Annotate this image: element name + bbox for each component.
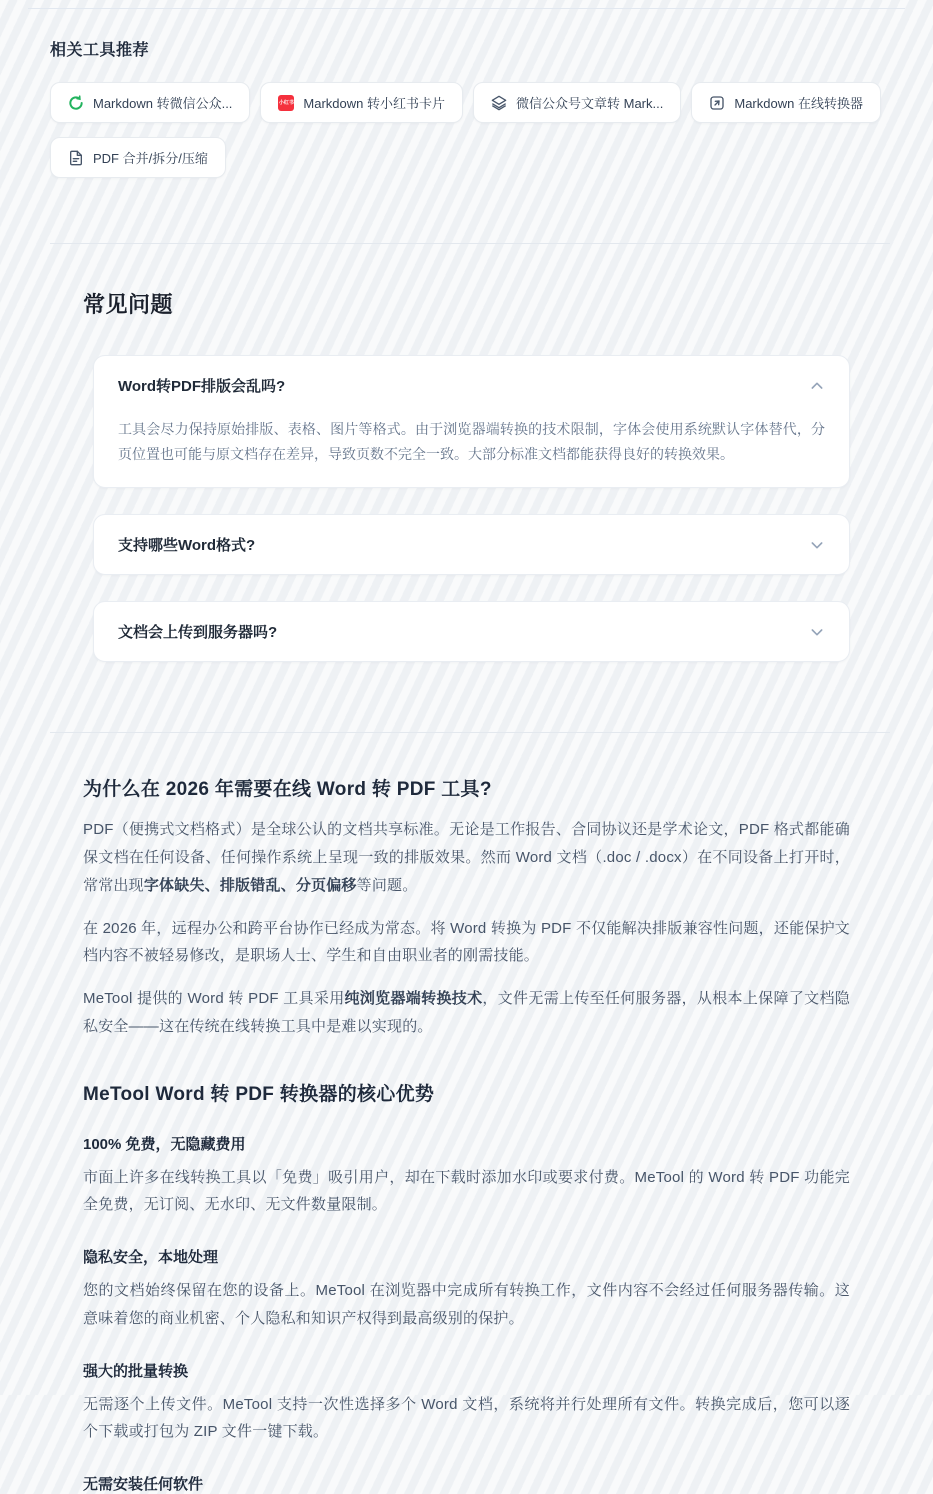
article-paragraph-1: PDF（便携式文档格式）是全球公认的文档共享标准。无论是工作报告、合同协议还是学术论文，PDF 格式都能确保文档在任何设备、任何操作系统上呈现一致的排版效果。然而 Word 文档（.doc / .docx）在不同设备上打开时，常常出现字体缺失、排版错乱、分页偏移等问题。 — [83, 821, 850, 894]
advantage-body-free: 市面上许多在线转换工具以「免费」吸引用户，却在下载时添加水印或要求付费。MeTool 的 Word 转 PDF 功能完全免费，无订阅、无水印、无文件数量限制。 — [83, 1168, 850, 1214]
faq-question-text: 支持哪些Word格式? — [118, 537, 256, 555]
faq-list — [93, 355, 850, 662]
related-tools-heading: 相关工具推荐 — [50, 42, 150, 59]
tool-chip-markdown-to-wechat[interactable] — [50, 82, 250, 123]
top-divider — [28, 8, 905, 9]
layers-icon — [491, 95, 507, 111]
tool-chip-label: 微信公众号文章转 Mark... — [516, 96, 664, 111]
faq-section — [0, 288, 933, 662]
faq-question-toggle[interactable] — [94, 515, 849, 574]
chevron-up-icon — [809, 378, 825, 394]
article-paragraph-3: MeTool 提供的 Word 转 PDF 工具采用纯浏览器端转换技术，文件无需上传至任何服务器，从根本上保障了文档隐私安全——这在传统在线转换工具中是难以实现的。 — [83, 990, 850, 1035]
tool-chip-label: Markdown 在线转换器 — [734, 96, 863, 111]
advantage-title-clipped: 无需安装任何软件 — [83, 1476, 204, 1494]
bold-problem-list: 字体缺失、排版错乱、分页偏移 — [143, 876, 357, 894]
tool-chip-wechat-article-to-markdown[interactable] — [473, 82, 681, 123]
faq-item-layout — [93, 355, 850, 488]
faq-item-upload — [93, 601, 850, 662]
faq-question-toggle[interactable] — [94, 602, 849, 661]
tool-chip-label: Markdown 转微信公众... — [93, 96, 233, 111]
section-divider — [50, 243, 890, 244]
advantage-body-privacy: 您的文档始终保留在您的设备上。MeTool 在浏览器中完成所有转换工作，文件内容不会经过任何服务器传输。这意味着您的商业机密、个人隐私和知识产权得到最高级别的保护。 — [83, 1282, 850, 1327]
article-paragraph-2: 在 2026 年，远程办公和跨平台协作已经成为常态。将 Word 转换为 PDF 不仅能解决排版兼容性问题，还能保护文档内容不被轻易修改，是职场人士、学生和自由职业者的刚需技能。 — [83, 919, 850, 965]
related-tools-section — [0, 37, 933, 178]
article-heading-why: 为什么在 2026 年需要在线 Word 转 PDF 工具? — [83, 779, 492, 801]
tools-chip-row-2 — [50, 137, 883, 178]
section-divider — [50, 732, 890, 733]
advantage-title-free: 100% 免费，无隐藏费用 — [83, 1135, 246, 1153]
xiaohongshu-icon: 小红书 — [278, 95, 294, 111]
advantage-body-batch: 无需逐个上传文件。MeTool 支持一次性选择多个 Word 文档，系统将并行处理所有文件。转换完成后，您可以逐个下载或打包为 ZIP 文件一键下载。 — [83, 1395, 850, 1441]
faq-heading: 常见问题 — [83, 292, 174, 317]
chevron-down-icon — [809, 537, 825, 553]
tool-chip-label: PDF 合并/拆分/压缩 — [93, 151, 208, 166]
faq-item-formats — [93, 514, 850, 575]
seo-article — [0, 774, 933, 1494]
tool-chip-markdown-online-converter[interactable] — [691, 82, 881, 123]
advantage-title-privacy: 隐私安全，本地处理 — [83, 1249, 219, 1267]
tools-chip-row-1 — [50, 82, 883, 123]
chevron-down-icon — [809, 624, 825, 640]
advantage-title-batch: 强大的批量转换 — [83, 1362, 189, 1380]
document-icon — [68, 150, 84, 166]
wechat-circle-icon — [68, 95, 84, 111]
bold-browser-tech: 纯浏览器端转换技术 — [344, 990, 483, 1008]
faq-question-toggle[interactable] — [94, 356, 849, 415]
tool-chip-label: Markdown 转小红书卡片 — [303, 96, 446, 111]
article-heading-advantages: MeTool Word 转 PDF 转换器的核心优势 — [83, 1083, 435, 1105]
faq-answer-text: 工具会尽力保持原始排版、表格、图片等格式。由于浏览器端转换的技术限制，字体会使用系统默认字体替代，分页位置也可能与原文档存在差异，导致页数不完全一致。大部分标准文档都能获得良好的转换效果。 — [118, 421, 825, 463]
convert-box-icon — [709, 95, 725, 111]
faq-question-text: 文档会上传到服务器吗? — [118, 624, 278, 642]
faq-question-text: Word转PDF排版会乱吗? — [118, 378, 286, 395]
tool-chip-markdown-to-xiaohongshu[interactable] — [260, 82, 463, 123]
tool-chip-pdf-merge-split-compress[interactable] — [50, 137, 226, 178]
